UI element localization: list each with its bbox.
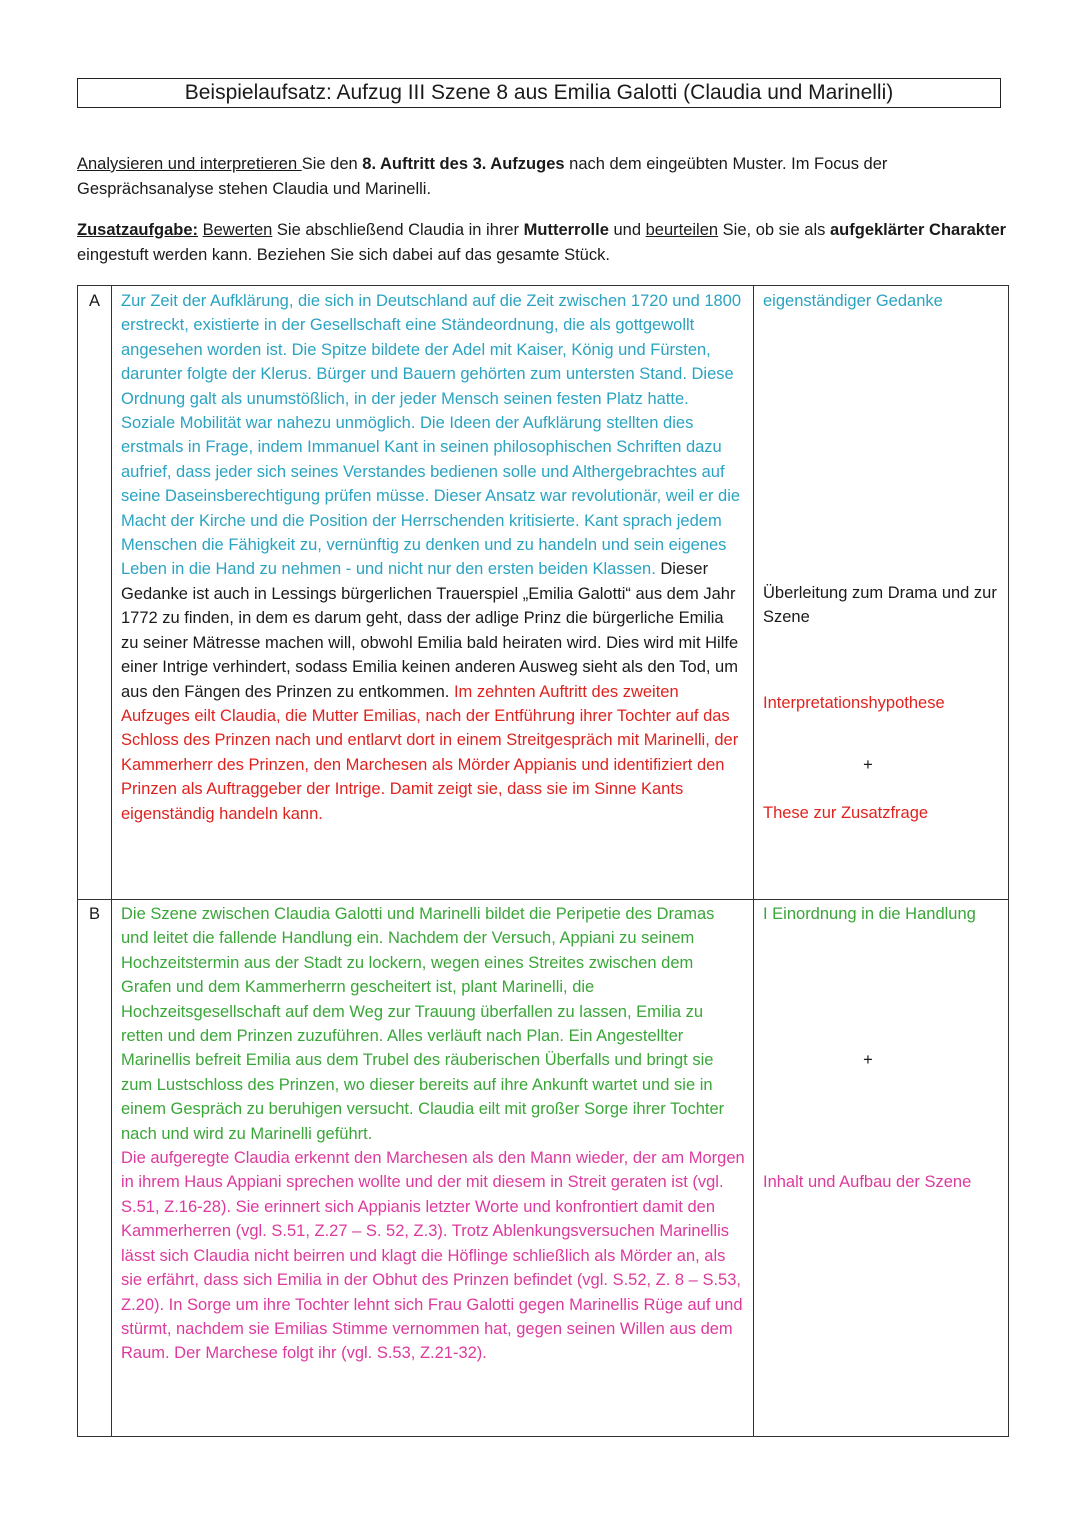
- bonus-task-paragraph: Zusatzaufgabe: Bewerten Sie abschließend Claudia in ihrer Mutterrolle und beurteilen Sie, ob sie als aufgeklärter Charakter eingestuft werden kann. Beziehen Sie sich dabei auf das gesamte Stück.: [77, 221, 1007, 264]
- bonus-verb-evaluate: Bewerten: [202, 221, 273, 239]
- row-label: A: [78, 286, 112, 900]
- note-thesis-bonus: These zur Zusatzfrage: [763, 804, 929, 822]
- note-plus: +: [863, 1051, 873, 1069]
- row-label: B: [78, 900, 112, 1437]
- task-paragraph: [77, 152, 1007, 202]
- note-hypothesis: Interpretationshypothese: [763, 694, 945, 712]
- essay-title: Beispielaufsatz: Aufzug III Szene 8 aus Emilia Galotti (Claudia und Marinelli): [77, 78, 1001, 108]
- bonus-keyword-mother-role: Mutterrolle: [523, 221, 609, 239]
- note-own-thought: eigenständiger Gedanke: [763, 292, 943, 310]
- essay-table: [77, 285, 1009, 1437]
- bonus-verb-judge: beurteilen: [645, 221, 719, 239]
- note-transition: Überleitung zum Drama und zur Szene: [763, 584, 997, 627]
- task-text: Sie den: [301, 155, 363, 173]
- text-plot-context: Die Szene zwischen Claudia Galotti und Marinelli bildet die Peripetie des Dramas und leitet die fallende Handlung ein. Nachdem der Versuch, Appiani zu seinem Hochzeitstermin aus der Stadt zu lockern, wegen eines Streites zwischen dem Grafen und dem Kammerherrn gescheitert ist, plant Marinelli, die Hochzeitsgesellschaft auf dem Weg zur Trauung überfallen zu lassen, Emilia zu retten und dem Prinzen zuzuführen. Alles verläuft nach Plan. Ein Angestellter Marinellis befreit Emilia aus dem Trubel des räuberischen Überfalls und bringt sie zum Lustschloss des Prinzen, wo dieser bereits auf ihre Ankunft wartet und sie in einem Gespräch zu beruhigen versucht. Claudia eilt mit großer Sorge ihrer Tochter nach und wird zu Marinelli geführt.: [121, 905, 725, 1143]
- margin-notes-a: [754, 286, 1009, 900]
- text-transition: Dieser Gedanke ist auch in Lessings bürgerlichen Trauerspiel „Emilia Galotti“ aus dem Jahr 1772 zu finden, in dem es darum geht, dass der adlige Prinz die bürgerliche Emilia zu seiner Mätresse machen will, obwohl Emilia bald heiraten wird. Dies wird mit Hilfe einer Intrige verhindert, sodass Emilia keinen anderen Ausweg sieht als den Tod, um aus den Fängen des Prinzen zu entkommen.: [121, 560, 739, 701]
- essay-row-b: [78, 900, 1009, 1437]
- task-verb-analyze: Analysieren und interpretieren: [77, 155, 302, 173]
- task-scene-ref: 8. Auftritt des 3. Aufzuges: [362, 155, 565, 173]
- text-scene-content: Die aufgeregte Claudia erkennt den Marchesen als den Mann wieder, der am Morgen in ihrem Haus Appiani sprechen wollte und der mit diesem in Streit geraten ist (vgl. S.51, Z.16-28). Sie erinnert sich Appianis letzter Worte und konfrontiert damit den Kammerherren (vgl. S.51, Z.27 – S. 52, Z.3). Trotz Ablenkungsversuchen Marinellis lässt sich Claudia nicht beirren und klagt die Höflinge schließlich als Mörder an, als sie erfährt, dass sich Emilia in der Obhut des Prinzen befindet (vgl. S.52, Z. 8 – S.53, Z.20). In Sorge um ihre Tochter lehnt sich Frau Galotti gegen Marinellis Rüge auf und stürmt, nachdem sie Emilias Stimme vernommen hat, gegen seinen Willen aus dem Raum. Der Marchese folgt ihr (vgl. S.53, Z.21-32).: [121, 1149, 745, 1363]
- task-text: nach dem eingeübten Muster. Im Focus der Gesprächsanalyse stehen Claudia und Marinelli.: [77, 155, 888, 198]
- essay-row-a: [78, 286, 1009, 900]
- margin-notes-b: [754, 900, 1009, 1437]
- essay-text-main: [112, 900, 754, 1437]
- note-plus: +: [863, 756, 873, 774]
- text-own-thought: Zur Zeit der Aufklärung, die sich in Deutschland auf die Zeit zwischen 1720 und 1800 erstreckt, existierte in der Gesellschaft eine Ständeordnung, die als gottgewollt angesehen worden ist. Die Spitze bildete der Adel mit Kaiser, König und Fürsten, darunter folgte der Klerus. Bürger und Bauern gehörten zum untersten Stand. Diese Ordnung galt als unumstößlich, in der jeder Mensch seinen festen Platz hatte. Soziale Mobilität war nahezu unmöglich. Die Ideen der Aufklärung stellten dies erstmals in Frage, indem Immanuel Kant in seinen philosophischen Schriften dazu aufrief, dass jeder sich seines Verstandes bedienen solle und Althergebrachtes auf seine Daseinsberechtigung prüfen müsse. Dieser Ansatz war revolutionär, weil er die Macht der Kirche und die Position der Herrschenden kritisierte. Kant sprach jedem Menschen die Fähigkeit zu, vernünftig zu denken und zu handeln und sein eigenes Leben in die Hand zu nehmen - und nicht nur den ersten beiden Klassen.: [121, 292, 742, 579]
- note-plot-context: I Einordnung in die Handlung: [763, 905, 976, 923]
- bonus-task-label: Zusatzaufgabe:: [77, 221, 199, 239]
- bonus-keyword-enlightened: aufgeklärter Charakter: [829, 221, 1007, 239]
- text-hypothesis: Im zehnten Auftritt des zweiten Aufzuges eilt Claudia, die Mutter Emilias, nach der Entführung ihrer Tochter auf das Schloss des Prinzen nach und entlarvt dort in einem Streitgespräch mit Marinelli, der Kammerherr des Prinzen, den Marchesen als Mörder Appianis und identifiziert den Prinzen als Auftraggeber der Intrige. Damit zeigt sie, dass sie im Sinne Kants eigenständig handeln kann.: [121, 682, 739, 823]
- note-scene-content: Inhalt und Aufbau der Szene: [763, 1173, 972, 1191]
- task-instructions: [77, 152, 1007, 268]
- essay-text-introduction: [112, 286, 754, 900]
